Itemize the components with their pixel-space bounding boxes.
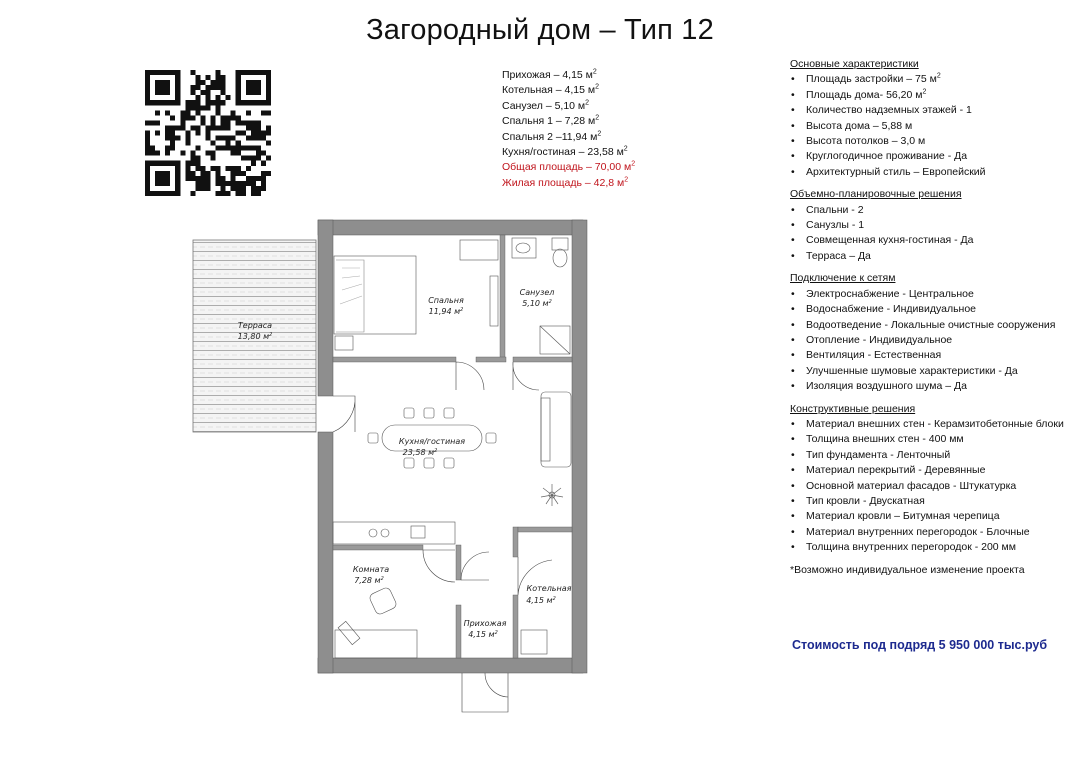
qr-module <box>231 136 236 141</box>
qr-module <box>236 115 241 120</box>
qr-module <box>221 136 226 141</box>
qr-module <box>226 95 231 100</box>
qr-module <box>231 166 236 171</box>
qr-module <box>221 85 226 90</box>
qr-module <box>195 105 200 110</box>
qr-module <box>241 171 246 176</box>
qr-module <box>246 176 251 181</box>
room-area-hall: 4,15 $м^2$ <box>468 630 498 639</box>
area-row-hall: Прихожая – 4,15 $м^2$ <box>502 68 597 81</box>
qr-module <box>190 90 195 95</box>
qr-module <box>205 95 210 100</box>
qr-module <box>261 176 266 181</box>
spec-item: • Площадь застройки – 75 $м^2$ <box>790 72 1064 87</box>
room-area-bedroom: 11,94 $м^2$ <box>428 307 464 316</box>
qr-module <box>180 125 185 130</box>
qr-module <box>256 186 261 191</box>
qr-module <box>251 176 256 181</box>
qr-module <box>226 191 231 196</box>
page-title: Загородный дом – Тип 12 <box>366 14 714 46</box>
spec-item: • Материал кровли – Битумная черепица <box>790 509 1064 524</box>
qr-module <box>216 75 221 80</box>
qr-module <box>211 166 216 171</box>
qr-module <box>241 120 246 125</box>
qr-module <box>261 186 266 191</box>
qr-module <box>216 176 221 181</box>
qr-module <box>200 181 205 186</box>
qr-module <box>185 100 190 105</box>
qr-module <box>261 161 266 166</box>
qr-module <box>195 166 200 171</box>
qr-module <box>221 176 226 181</box>
qr-module <box>180 120 185 125</box>
qr-module <box>266 171 271 176</box>
qr-module <box>190 161 195 166</box>
qr-module <box>246 136 251 141</box>
qr-module <box>231 186 236 191</box>
qr-module <box>221 191 226 196</box>
qr-module <box>145 151 150 156</box>
spec-item: • Тип кровли - Двускатная <box>790 494 1064 509</box>
qr-module <box>231 171 236 176</box>
qr-module <box>256 120 261 125</box>
qr-module <box>205 90 210 95</box>
qr-module <box>221 75 226 80</box>
area-row-bedroom-2: Спальня 2 –11,94 $м^2$ <box>502 130 602 143</box>
qr-module <box>261 130 266 135</box>
qr-module <box>221 80 226 85</box>
qr-module <box>221 146 226 151</box>
room-label-bathroom: Санузел <box>519 288 555 297</box>
qr-module <box>251 161 256 166</box>
room-areas-list <box>502 68 635 191</box>
qr-module <box>261 136 266 141</box>
qr-module <box>150 146 155 151</box>
qr-module <box>205 181 210 186</box>
qr-module <box>266 125 271 130</box>
qr-module <box>221 186 226 191</box>
qr-module <box>165 125 170 130</box>
spec-item: • Количество надземных этажей - 1 <box>790 103 1064 118</box>
qr-module <box>251 120 256 125</box>
spec-item: • Материал внешних стен - Керамзитобетонные блоки <box>790 417 1064 432</box>
qr-module <box>216 85 221 90</box>
qr-module <box>190 125 195 130</box>
qr-module <box>266 141 271 146</box>
spec-list-main <box>790 72 1064 180</box>
qr-module <box>190 105 195 110</box>
qr-module <box>190 156 195 161</box>
qr-module <box>190 85 195 90</box>
spec-item: • Водоотведение - Локальные очистные сооружения <box>790 318 1064 333</box>
qr-module <box>226 125 231 130</box>
qr-module <box>221 115 226 120</box>
qr-module <box>236 166 241 171</box>
qr-code-icon <box>145 70 271 196</box>
qr-module <box>195 146 200 151</box>
area-row-boiler: Котельная – 4,15 $м^2$ <box>502 83 599 97</box>
spec-heading-planning: Объемно-планировочные решения <box>790 188 962 201</box>
area-row-kitchen-living: Кухня/гостиная – 23,58 $м^2$ <box>502 145 628 159</box>
qr-module <box>205 136 210 141</box>
qr-module <box>180 151 185 156</box>
qr-module <box>236 146 241 151</box>
qr-module <box>190 115 195 120</box>
room-label-terrace: Терраса <box>237 321 273 330</box>
qr-module <box>170 115 175 120</box>
qr-module <box>180 115 185 120</box>
qr-module <box>185 105 190 110</box>
qr-module <box>216 125 221 130</box>
qr-module <box>221 181 226 186</box>
qr-module <box>200 171 205 176</box>
qr-module <box>221 125 226 130</box>
qr-module <box>205 75 210 80</box>
qr-module <box>195 176 200 181</box>
qr-module <box>145 146 150 151</box>
qr-module <box>170 125 175 130</box>
qr-module <box>150 120 155 125</box>
qr-module <box>185 166 190 171</box>
spec-item: • Совмещенная кухня-гостиная - Да <box>790 233 1064 248</box>
room-label-room: Комната <box>352 565 390 574</box>
qr-module <box>226 141 231 146</box>
qr-module <box>256 125 261 130</box>
qr-module <box>190 151 195 156</box>
qr-module <box>251 191 256 196</box>
qr-module <box>190 70 195 75</box>
qr-module <box>195 181 200 186</box>
spec-heading-utilities: Подключение к сетям <box>790 272 896 285</box>
qr-module <box>251 181 256 186</box>
spec-heading-main: Основные характеристики <box>790 58 919 70</box>
qr-module <box>216 136 221 141</box>
qr-module <box>205 186 210 191</box>
qr-module <box>165 146 170 151</box>
qr-module <box>261 151 266 156</box>
qr-module <box>251 186 256 191</box>
qr-module <box>226 120 231 125</box>
qr-module <box>195 186 200 191</box>
qr-module <box>170 146 175 151</box>
qr-module <box>195 125 200 130</box>
qr-module <box>211 115 216 120</box>
spec-item: • Материал перекрытий - Деревянные <box>790 463 1064 478</box>
qr-module <box>231 176 236 181</box>
qr-module <box>185 176 190 181</box>
spec-item: • Архитектурный стиль – Европейский <box>790 165 1064 180</box>
qr-module <box>246 146 251 151</box>
qr-module <box>165 130 170 135</box>
plant-icon <box>541 484 563 506</box>
qr-module <box>246 181 251 186</box>
qr-module <box>256 146 261 151</box>
qr-module <box>200 166 205 171</box>
qr-module <box>155 151 160 156</box>
qr-module <box>251 156 256 161</box>
qr-module <box>165 151 170 156</box>
qr-module <box>195 130 200 135</box>
qr-module <box>145 141 150 146</box>
qr-module <box>145 130 150 135</box>
qr-module <box>200 186 205 191</box>
qr-module <box>185 171 190 176</box>
qr-module <box>205 85 210 90</box>
qr-module <box>226 115 231 120</box>
qr-module <box>236 171 241 176</box>
qr-module <box>195 161 200 166</box>
spec-item: • Основной материал фасадов - Штукатурка <box>790 479 1064 494</box>
qr-module <box>205 176 210 181</box>
qr-module <box>205 171 210 176</box>
qr-module <box>155 130 160 135</box>
qr-module <box>200 176 205 181</box>
qr-module <box>170 130 175 135</box>
qr-module <box>185 110 190 115</box>
qr-module <box>266 110 271 115</box>
qr-module <box>195 156 200 161</box>
qr-module <box>261 171 266 176</box>
qr-module <box>155 120 160 125</box>
qr-module <box>205 105 210 110</box>
qr-module <box>236 186 241 191</box>
qr-module <box>145 136 150 141</box>
spec-list-construction <box>790 417 1064 556</box>
qr-module <box>251 136 256 141</box>
qr-module <box>221 120 226 125</box>
qr-module <box>226 166 231 171</box>
qr-module <box>180 110 185 115</box>
qr-module <box>246 125 251 130</box>
spec-item: • Толщина внешних стен - 400 мм <box>790 432 1064 447</box>
room-area-bathroom: 5,10 $м^2$ <box>522 299 552 308</box>
qr-module <box>231 151 236 156</box>
qr-module <box>216 166 221 171</box>
qr-module <box>216 171 221 176</box>
qr-module <box>266 130 271 135</box>
qr-module <box>190 176 195 181</box>
qr-module <box>216 191 221 196</box>
qr-module <box>246 156 251 161</box>
qr-module <box>256 136 261 141</box>
room-area-kitchen-living: 23,58 $м^2$ <box>402 448 438 457</box>
qr-module <box>200 120 205 125</box>
qr-module <box>195 75 200 80</box>
spec-item: • Высота потолков – 3,0 м <box>790 134 1064 149</box>
qr-module <box>200 80 205 85</box>
qr-module <box>195 110 200 115</box>
qr-module <box>231 146 236 151</box>
qr-module <box>256 191 261 196</box>
qr-module <box>175 136 180 141</box>
spec-heading-construction: Конструктивные решения <box>790 402 916 415</box>
qr-module <box>211 80 216 85</box>
qr-module <box>165 136 170 141</box>
area-row-living: Жилая площадь – 42,8 $м^2$ <box>502 176 629 189</box>
qr-module <box>211 156 216 161</box>
room-label-bedroom: Спальня <box>428 296 464 305</box>
spec-item: • Водоснабжение - Индивидуальное <box>790 302 1064 317</box>
qr-module <box>170 141 175 146</box>
specifications <box>790 57 1064 578</box>
qr-module <box>246 120 251 125</box>
qr-module <box>226 146 231 151</box>
spec-item: • Отопление - Индивидуальное <box>790 333 1064 348</box>
spec-item: • Терраса – Да <box>790 249 1064 264</box>
qr-module <box>165 110 170 115</box>
qr-module <box>200 90 205 95</box>
spec-item: • Санузлы - 1 <box>790 218 1064 233</box>
qr-module <box>241 181 246 186</box>
qr-module <box>256 130 261 135</box>
qr-module <box>205 151 210 156</box>
qr-module <box>195 85 200 90</box>
price-label: Стоимость под подряд 5 950 000 тыс.руб <box>792 638 1048 652</box>
spec-item: • Площадь дома- 56,20 $м^2$ <box>790 88 1064 103</box>
qr-module <box>241 146 246 151</box>
qr-module <box>205 100 210 105</box>
qr-module <box>195 95 200 100</box>
qr-module <box>190 171 195 176</box>
qr-module <box>216 146 221 151</box>
qr-module <box>241 186 246 191</box>
qr-module <box>216 80 221 85</box>
qr-module <box>231 110 236 115</box>
spec-item: • Высота дома – 5,88 м <box>790 119 1064 134</box>
qr-module <box>236 120 241 125</box>
spec-item: • Материал внутренних перегородок - Блочные <box>790 525 1064 540</box>
qr-module <box>236 181 241 186</box>
spec-item: • Вентиляция - Естественная <box>790 348 1064 363</box>
qr-module <box>216 70 221 75</box>
qr-module <box>251 146 256 151</box>
qr-module <box>241 156 246 161</box>
qr-module <box>251 130 256 135</box>
room-label-boiler: Котельная <box>526 584 572 593</box>
qr-module <box>155 110 160 115</box>
qr-module <box>200 105 205 110</box>
qr-module <box>185 141 190 146</box>
qr-module <box>185 115 190 120</box>
qr-module <box>185 161 190 166</box>
qr-module <box>216 105 221 110</box>
qr-module <box>150 151 155 156</box>
qr-module <box>195 80 200 85</box>
area-row-total: Общая площадь – 70,00 $м^2$ <box>502 160 636 174</box>
qr-module <box>266 156 271 161</box>
qr-module <box>216 95 221 100</box>
qr-module <box>236 141 241 146</box>
project-note: *Возможно индивидуальное изменение проекта <box>790 563 1025 576</box>
qr-module <box>205 130 210 135</box>
qr-module <box>211 100 216 105</box>
qr-module <box>216 181 221 186</box>
qr-module <box>236 191 241 196</box>
qr-module <box>241 191 246 196</box>
spec-list-utilities <box>790 287 1064 395</box>
qr-module <box>231 115 236 120</box>
qr-module <box>205 125 210 130</box>
qr-module <box>190 191 195 196</box>
spec-item: • Спальни - 2 <box>790 203 1064 218</box>
qr-module <box>211 125 216 130</box>
qr-module <box>256 156 261 161</box>
qr-module <box>226 136 231 141</box>
spec-item: • Улучшенные шумовые характеристики - Да <box>790 364 1064 379</box>
qr-module <box>211 85 216 90</box>
qr-module <box>145 120 150 125</box>
qr-module <box>231 181 236 186</box>
qr-module <box>216 110 221 115</box>
floor-plan <box>180 212 600 722</box>
room-area-room: 7,28 $м^2$ <box>354 576 384 585</box>
spec-item: • Электроснабжение - Центральное <box>790 287 1064 302</box>
qr-module <box>256 151 261 156</box>
area-row-bedroom-1: Спальня 1 – 7,28 $м^2$ <box>502 114 600 128</box>
qr-module <box>195 100 200 105</box>
spec-item: • Толщина внутренних перегородок - 200 мм <box>790 540 1064 555</box>
spec-item: • Круглогодичное проживание - Да <box>790 149 1064 164</box>
qr-module <box>236 151 241 156</box>
area-row-bathroom: Санузел – 5,10 $м^2$ <box>502 99 590 112</box>
qr-module <box>226 181 231 186</box>
qr-module <box>221 90 226 95</box>
qr-module <box>216 100 221 105</box>
room-label-kitchen-living: Кухня/гостиная <box>398 437 466 446</box>
qr-module <box>261 181 266 186</box>
qr-module <box>185 130 190 135</box>
qr-module <box>185 136 190 141</box>
spec-list-planning <box>790 203 1064 265</box>
qr-module <box>211 141 216 146</box>
spec-item: • Тип фундамента - Ленточный <box>790 448 1064 463</box>
qr-module <box>175 125 180 130</box>
qr-module <box>261 110 266 115</box>
qr-module <box>170 136 175 141</box>
qr-module <box>251 125 256 130</box>
qr-module <box>236 130 241 135</box>
qr-module <box>211 120 216 125</box>
spec-item: • Изоляция воздушного шума – Да <box>790 379 1064 394</box>
qr-module <box>246 110 251 115</box>
qr-module <box>200 115 205 120</box>
qr-module <box>241 130 246 135</box>
qr-module <box>256 176 261 181</box>
qr-module <box>211 151 216 156</box>
qr-module <box>190 100 195 105</box>
room-area-terrace: 13,80 $м^2$ <box>237 332 273 341</box>
qr-module <box>246 166 251 171</box>
room-label-hall: Прихожая <box>463 619 507 628</box>
room-area-boiler: 4,15 $м^2$ <box>526 596 556 605</box>
qr-module <box>221 100 226 105</box>
